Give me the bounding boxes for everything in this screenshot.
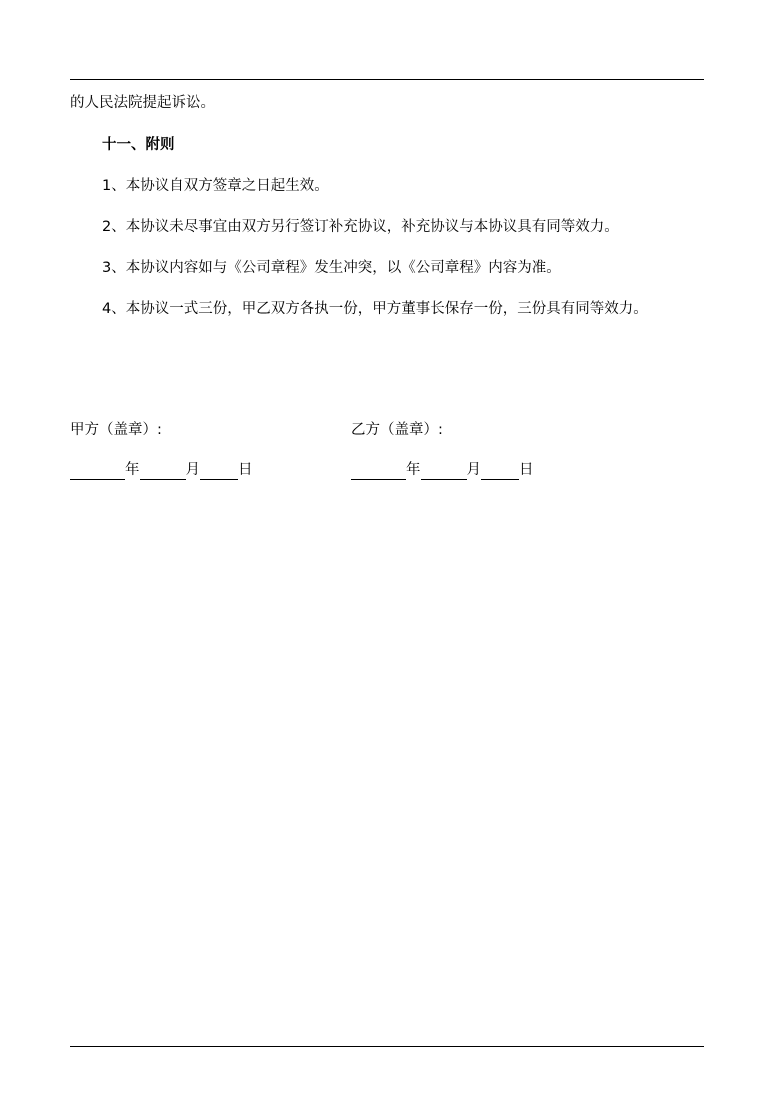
- footer-rule: [70, 1046, 704, 1047]
- clause-2: 2、本协议未尽事宜由双方另行签订补充协议，补充协议与本协议具有同等效力。: [102, 219, 619, 235]
- party-a-year-blank: [70, 464, 125, 480]
- party-b-year-label: 年: [406, 462, 421, 478]
- party-b-day-blank: [481, 464, 519, 480]
- party-a-year-label: 年: [125, 462, 140, 478]
- party-a-day-blank: [200, 464, 238, 480]
- section-heading: 十一、附则: [102, 137, 175, 153]
- continuation-text: 的人民法院提起诉讼。: [70, 95, 215, 111]
- party-b-day-label: 日: [519, 462, 534, 478]
- party-b-month-label: 月: [466, 462, 481, 478]
- clause-4: 4、本协议一式三份，甲乙双方各执一份，甲方董事长保存一份，三份具有同等效力。: [102, 301, 648, 317]
- party-a-month-blank: [140, 464, 186, 480]
- party-a-seal-label: 甲方（盖章）:: [70, 422, 162, 438]
- party-a-month-label: 月: [185, 462, 200, 478]
- clause-1: 1、本协议自双方签章之日起生效。: [102, 178, 329, 194]
- party-b-seal-label: 乙方（盖章）:: [351, 422, 443, 438]
- party-a-date: [70, 460, 253, 480]
- party-b-date: [351, 460, 534, 480]
- party-b-year-blank: [351, 464, 406, 480]
- clause-3: 3、本协议内容如与《公司章程》发生冲突，以《公司章程》内容为准。: [102, 260, 561, 276]
- party-b-month-blank: [421, 464, 467, 480]
- header-rule: [70, 79, 704, 80]
- party-a-day-label: 日: [238, 462, 253, 478]
